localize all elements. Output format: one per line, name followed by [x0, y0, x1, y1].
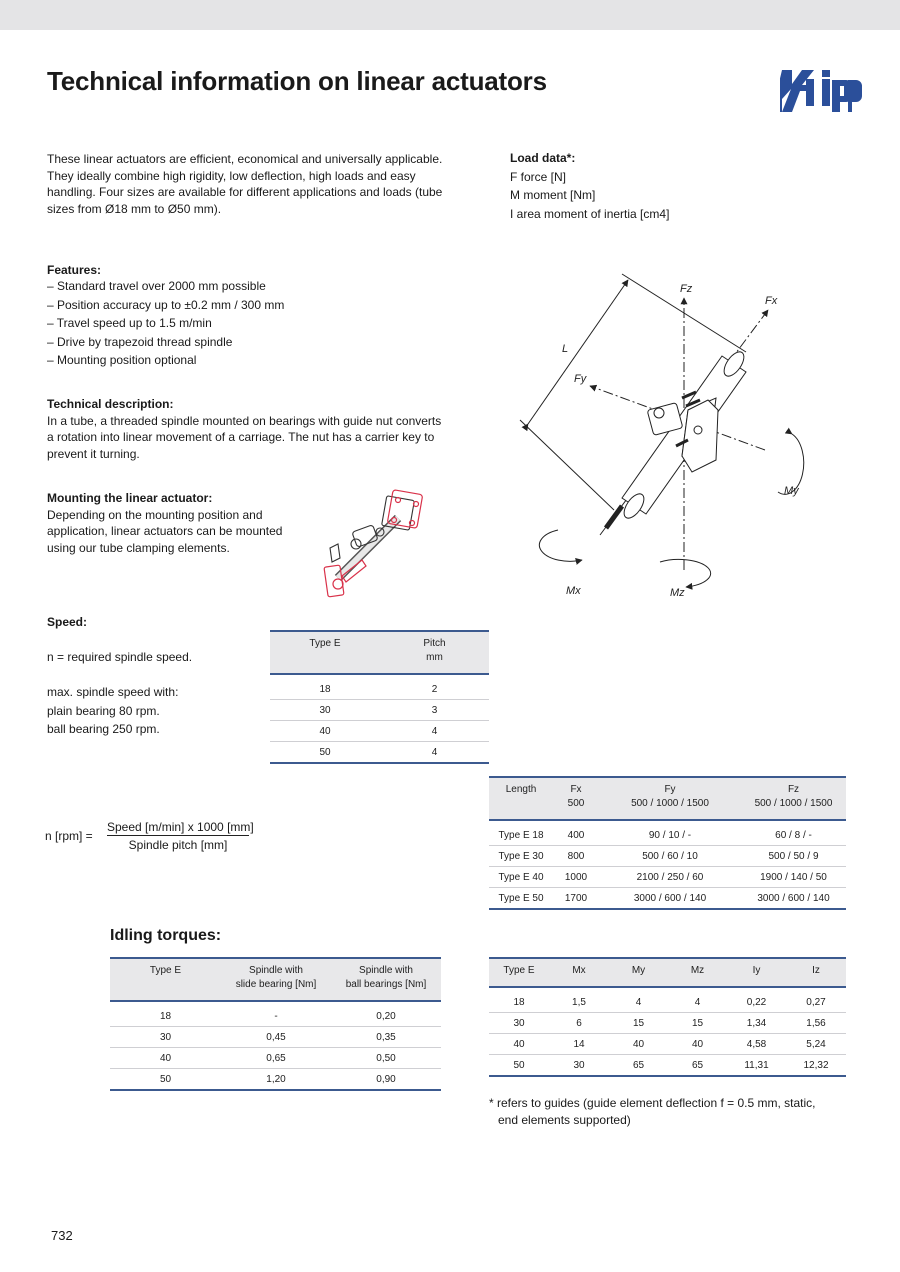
table-row: [489, 888, 846, 910]
table-cell: 65: [668, 1055, 727, 1077]
formula-label: n [rpm] =: [45, 829, 93, 843]
table-cell: 2: [380, 674, 489, 700]
speed-note: n = required spindle speed.: [47, 650, 193, 664]
table-cell: 40: [489, 1034, 549, 1055]
column-header: [609, 958, 668, 987]
table-cell: 12,32: [786, 1055, 846, 1077]
intro-paragraph: [47, 151, 447, 217]
table-cell: Type E 50: [489, 888, 553, 910]
table-row: [270, 674, 489, 700]
label-mz: Mz: [670, 587, 685, 599]
table-cell: 14: [549, 1034, 609, 1055]
column-header-text: 500 / 1000 / 1500: [631, 798, 709, 809]
column-header: [668, 958, 727, 987]
feature-item: – Drive by trapezoid thread spindle: [47, 334, 233, 349]
table-cell: 0,27: [786, 987, 846, 1013]
column-header-text: ball bearings [Nm]: [345, 979, 427, 990]
column-header: [741, 777, 846, 820]
table-cell: 3: [380, 700, 489, 721]
table-row: [489, 1034, 846, 1055]
speed-limits: [47, 685, 178, 741]
column-header-text: Fz: [787, 784, 800, 795]
column-header-text: 500: [567, 798, 585, 809]
formula-numerator: Speed [m/min] x 1000 [mm]: [107, 820, 254, 834]
column-header-text: 500 / 1000 / 1500: [754, 798, 833, 809]
column-header: [727, 958, 786, 987]
table-cell: 0,50: [331, 1048, 441, 1069]
table-cell: 4: [380, 742, 489, 764]
table-cell: 2100 / 250 / 60: [599, 867, 741, 888]
table-cell: 400: [553, 820, 599, 846]
table-row: [489, 867, 846, 888]
column-header: [549, 958, 609, 987]
table-cell: 15: [609, 1013, 668, 1034]
load-diagram: [510, 270, 840, 605]
column-header: [110, 958, 221, 1001]
column-header-text: Iz: [812, 965, 820, 976]
column-header: [221, 958, 331, 1001]
table-cell: 5,24: [786, 1034, 846, 1055]
column-header-text: Pitch: [423, 638, 446, 649]
column-header: [380, 631, 489, 674]
table-cell: 90 / 10 / -: [599, 820, 741, 846]
table-row: [110, 1001, 441, 1027]
column-header-text: Spindle with: [359, 965, 413, 976]
idling-torques-heading: Idling torques:: [110, 927, 222, 944]
description-line: prevent it turning.: [47, 446, 140, 461]
load-data-item: I area moment of inertia [cm4]: [510, 206, 670, 221]
idling-torques-table: [110, 957, 441, 1091]
table-cell: 50: [110, 1069, 221, 1091]
table-cell: 1700: [553, 888, 599, 910]
load-data-heading: Load data*:: [510, 151, 576, 165]
page-title: Technical information on linear actuators: [47, 66, 547, 96]
column-header-text: Iy: [752, 965, 761, 976]
table-cell: 1000: [553, 867, 599, 888]
column-header-text: slide bearing [Nm]: [235, 979, 317, 990]
table-cell: 30: [270, 700, 380, 721]
intro-line: handling. Four sizes are available for different applications and loads (tube: [47, 185, 443, 199]
column-header-text: Mz: [690, 965, 705, 976]
load-data-item: F force [N]: [510, 169, 567, 184]
label-l: L: [562, 343, 569, 355]
table-cell: 50: [270, 742, 380, 764]
table-cell: 50: [489, 1055, 549, 1077]
table-row: [270, 721, 489, 742]
table-cell: 40: [270, 721, 380, 742]
table-cell: 18: [489, 987, 549, 1013]
column-header: [489, 958, 549, 987]
page-number: 732: [51, 1228, 73, 1243]
table-cell: 0,65: [221, 1048, 331, 1069]
table-cell: Type E 30: [489, 846, 553, 867]
table-cell: 60 / 8 / -: [741, 820, 846, 846]
table-cell: 40: [110, 1048, 221, 1069]
speed-table: [270, 630, 489, 764]
table-cell: 30: [549, 1055, 609, 1077]
feature-item: – Standard travel over 2000 mm possible: [47, 279, 266, 293]
table-row: [270, 742, 489, 764]
footnote-line: * refers to guides (guide element deflection f = 0.5 mm, static,: [489, 1096, 816, 1110]
mounting-block: [47, 490, 307, 556]
column-header: [331, 958, 441, 1001]
table-cell: 800: [553, 846, 599, 867]
label-fy: Fy: [574, 373, 587, 385]
column-header-text: Mx: [572, 965, 586, 976]
table-cell: 0,22: [727, 987, 786, 1013]
label-mx: Mx: [566, 585, 581, 597]
column-header-text: Type E: [503, 965, 535, 976]
table-cell: 3000 / 600 / 140: [599, 888, 741, 910]
technical-description-block: [47, 396, 447, 462]
table-cell: Type E 18: [489, 820, 553, 846]
logo-text: Kipp: [781, 113, 784, 114]
column-header-text: Type E: [149, 965, 182, 976]
table-cell: 1,5: [549, 987, 609, 1013]
feature-item: – Position accuracy up to ±0.2 mm / 300 mm: [47, 297, 285, 312]
mounting-line: application, linear actuators can be mounted: [47, 524, 283, 538]
description-line: a rotation into linear movement of a carriage. The nut has a carrier key to: [47, 430, 435, 444]
features-block: [47, 263, 284, 372]
table-cell: 1900 / 140 / 50: [741, 867, 846, 888]
speed-limit-line: ball bearing 250 rpm.: [47, 722, 160, 736]
column-header-text: Spindle with: [249, 965, 303, 976]
table-cell: 65: [609, 1055, 668, 1077]
speed-heading: Speed:: [47, 615, 88, 629]
table-cell: 30: [489, 1013, 549, 1034]
table-cell: 1,20: [221, 1069, 331, 1091]
table-cell: 18: [110, 1001, 221, 1027]
top-bar: [0, 0, 900, 30]
intro-line: sizes from Ø18 mm to Ø50 mm).: [47, 201, 222, 216]
table-cell: -: [221, 1001, 331, 1027]
column-header: [599, 777, 741, 820]
column-header: [553, 777, 599, 820]
table-cell: 4: [668, 987, 727, 1013]
table-cell: Type E 40: [489, 867, 553, 888]
feature-item: – Travel speed up to 1.5 m/min: [47, 316, 212, 330]
column-header: [270, 631, 380, 674]
column-header-text: My: [631, 965, 646, 976]
mounting-heading: Mounting the linear actuator:: [47, 491, 213, 505]
intro-line: They ideally combine high rigidity, low deflection, high loads and easy: [47, 168, 416, 183]
feature-item: – Mounting position optional: [47, 353, 197, 367]
label-my: My: [784, 485, 799, 497]
table-cell: 0,45: [221, 1027, 331, 1048]
table-cell: 4: [609, 987, 668, 1013]
table-cell: 30: [110, 1027, 221, 1048]
table-cell: 0,90: [331, 1069, 441, 1091]
column-header-text: Type E: [309, 638, 341, 649]
speed-limit-line: plain bearing 80 rpm.: [47, 703, 160, 718]
table-cell: 40: [668, 1034, 727, 1055]
table-cell: 1,34: [727, 1013, 786, 1034]
column-header-text: Fx: [570, 784, 582, 795]
load-table: [489, 776, 846, 910]
column-header: [786, 958, 846, 987]
table-cell: 0,20: [331, 1001, 441, 1027]
table-row: [270, 700, 489, 721]
label-fx: Fx: [765, 295, 778, 307]
footnote-line: end elements supported): [498, 1112, 631, 1127]
table-cell: 500 / 60 / 10: [599, 846, 741, 867]
table-cell: 0,35: [331, 1027, 441, 1048]
mounting-illustration: [318, 488, 438, 608]
mounting-line: using our tube clamping elements.: [47, 540, 230, 555]
table-cell: 40: [609, 1034, 668, 1055]
label-fz: Fz: [680, 283, 693, 295]
technical-description-heading: Technical description:: [47, 397, 174, 411]
moment-of-inertia-table: [489, 957, 846, 1077]
table-cell: 500 / 50 / 9: [741, 846, 846, 867]
speed-limit-line: max. spindle speed with:: [47, 685, 179, 699]
load-data-block: [510, 151, 669, 225]
table-cell: 4: [380, 721, 489, 742]
table-row: [110, 1048, 441, 1069]
table-cell: 18: [270, 674, 380, 700]
table-cell: 15: [668, 1013, 727, 1034]
mounting-line: Depending on the mounting position and: [47, 507, 263, 522]
intro-line: These linear actuators are efficient, economical and universally applicable.: [47, 152, 443, 166]
column-header: [489, 777, 553, 820]
table-row: [110, 1027, 441, 1048]
column-header-text: Length: [505, 784, 537, 795]
table-cell: 3000 / 600 / 140: [741, 888, 846, 910]
footnote: [489, 1095, 816, 1128]
description-line: In a tube, a threaded spindle mounted on bearings with guide nut converts: [47, 413, 442, 428]
load-data-item: M moment [Nm]: [510, 188, 596, 202]
table-cell: 1,56: [786, 1013, 846, 1034]
kipp-logo: [780, 66, 862, 114]
table-row: [489, 1013, 846, 1034]
table-cell: 11,31: [727, 1055, 786, 1077]
table-row: [489, 846, 846, 867]
features-heading: Features:: [47, 263, 102, 277]
table-row: [489, 987, 846, 1013]
column-header-text: mm: [426, 652, 443, 663]
formula-denominator: Spindle pitch [mm]: [128, 838, 228, 852]
column-header-text: Fy: [664, 784, 676, 795]
table-row: [489, 1055, 846, 1077]
table-cell: 6: [549, 1013, 609, 1034]
table-row: [489, 820, 846, 846]
table-cell: 4,58: [727, 1034, 786, 1055]
table-row: [110, 1069, 441, 1091]
